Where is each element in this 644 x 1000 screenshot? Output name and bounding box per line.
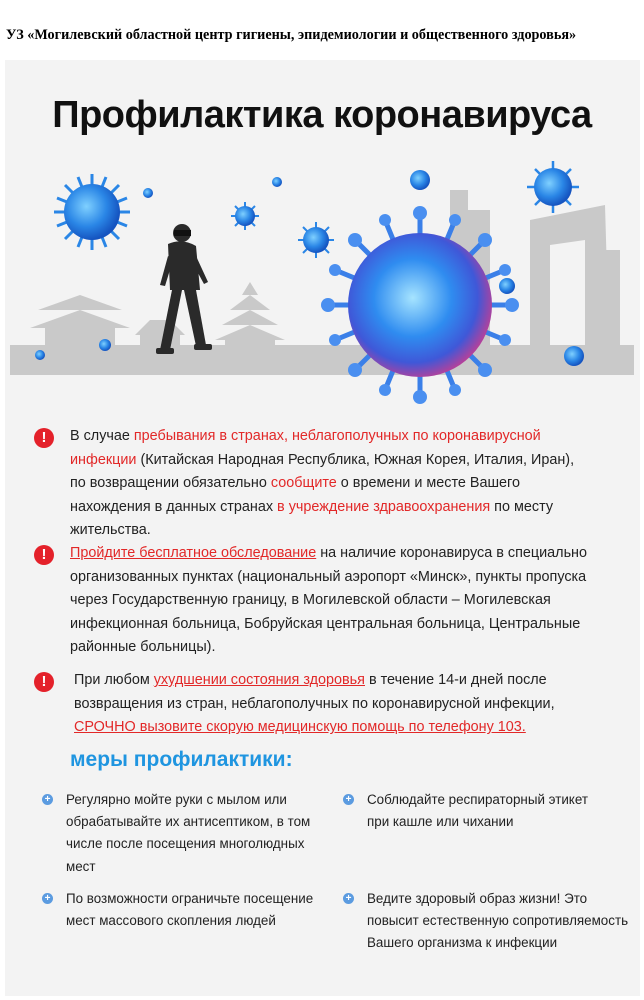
alert-line xyxy=(74,669,555,693)
virus-large xyxy=(321,206,519,404)
measure-line: мест массового скопления людей xyxy=(66,913,276,929)
plain-text: по месту xyxy=(490,498,554,515)
plus-bullet-icon: + xyxy=(42,893,53,904)
measure-text xyxy=(367,789,588,833)
alert-line xyxy=(70,425,574,449)
alert-line xyxy=(70,636,587,660)
plus-bullet-icon: + xyxy=(42,794,53,805)
exclamation-icon: ! xyxy=(34,428,54,448)
plain-text: организованных пунктах (национальный аэропорт «Минск», пункты пропуска xyxy=(70,568,587,585)
measure-line: числе после посещения многолюдных xyxy=(66,836,305,852)
virus-dot xyxy=(143,188,153,198)
alert-line xyxy=(70,613,587,637)
virus-small-3 xyxy=(298,222,334,258)
virus-small-2 xyxy=(231,202,259,230)
measure-item-respiratory xyxy=(345,789,588,833)
highlight-text: Пройдите бесплатное обследование xyxy=(70,545,317,561)
alert-line xyxy=(70,496,574,520)
plus-bullet-icon: + xyxy=(343,893,354,904)
highlight-text: ухудшении состояния здоровья xyxy=(153,672,365,688)
exclamation-icon: ! xyxy=(34,545,54,565)
plain-text: через Государственную границу, в Могилевской области – Могилевская xyxy=(70,592,551,609)
plain-text: о времени и месте Вашего xyxy=(336,475,520,492)
alert-line xyxy=(70,589,587,613)
virus-small-1 xyxy=(54,174,130,250)
alert-line xyxy=(74,693,555,717)
measure-line: мест xyxy=(66,858,96,874)
plain-text: на наличие коронавируса в специально xyxy=(316,545,588,561)
measure-line: Вашего организма к инфекции xyxy=(367,935,558,951)
plain-text: При любом xyxy=(74,672,154,688)
virus-dot xyxy=(272,177,282,187)
alert-line xyxy=(74,716,555,740)
coronavirus-illustration xyxy=(10,160,634,420)
virus-dot xyxy=(99,339,111,351)
alert-line xyxy=(70,566,587,590)
alert-text xyxy=(74,669,555,740)
plain-text: возвращения из стран, неблагополучных по коронавирусной инфекции, xyxy=(74,695,555,712)
plain-text: районные больницы). xyxy=(70,639,216,656)
organization-header: УЗ «Могилевский областной центр гигиены, эпидемиологии и общественного здоровья» xyxy=(6,27,577,43)
virus-dot xyxy=(499,278,515,294)
measure-item-handwashing xyxy=(44,789,311,878)
highlight-text: СРОЧНО вызовите скорую медицинскую помощь по телефону 103. xyxy=(74,719,526,736)
measure-line: Регулярно мойте руки с мылом или xyxy=(66,792,287,807)
measure-line: Ведите здоровый образ жизни! Это xyxy=(367,891,588,906)
highlight-text: в учреждение здравоохранения xyxy=(277,498,491,515)
plus-bullet-icon: + xyxy=(343,794,354,805)
measure-text xyxy=(367,888,628,955)
measure-line: По возможности ограничьте посещение xyxy=(66,891,314,906)
measure-item-healthy-life xyxy=(345,888,629,955)
plain-text: по возвращении обязательно xyxy=(70,475,271,492)
exclamation-icon: ! xyxy=(34,672,54,692)
plain-text: в течение 14-и дней после xyxy=(364,672,547,688)
highlight-text: сообщите xyxy=(270,475,337,492)
virus-dot xyxy=(410,170,430,190)
measure-line: Соблюдайте респираторный этикет xyxy=(367,792,588,807)
plain-text: нахождения в данных странах xyxy=(70,498,278,515)
measure-line: обрабатывайте их антисептиком, в том xyxy=(66,814,311,830)
alert-line xyxy=(70,472,574,496)
highlight-text: пребывания в странах, неблагополучных по коронавирусной xyxy=(133,428,541,444)
measure-text xyxy=(66,789,310,878)
alert-line xyxy=(70,542,587,566)
measure-line: повысит естественную сопротивляемость xyxy=(367,913,629,929)
alert-text xyxy=(70,425,574,543)
alert-line xyxy=(70,519,574,543)
measure-item-avoid-crowds xyxy=(44,888,314,932)
measure-line: при кашле или чихании xyxy=(367,814,514,830)
plain-text: инфекционная больница, Бобруйская центральная больница, Центральные xyxy=(70,615,581,632)
measure-text xyxy=(66,888,313,932)
highlight-text: инфекции xyxy=(70,451,137,468)
virus-small-4 xyxy=(527,161,579,213)
plain-text: жительства. xyxy=(70,522,151,539)
virus-dot xyxy=(35,350,45,360)
alert-line xyxy=(70,449,574,473)
plain-text: В случае xyxy=(70,428,134,444)
plain-text: (Китайская Народная Республика, Южная Корея, Италия, Иран), xyxy=(136,451,575,468)
poster-title: Профилактика коронавируса xyxy=(52,94,592,136)
virus-dot xyxy=(564,346,584,366)
measures-heading: меры профилактики: xyxy=(70,748,293,771)
alert-text xyxy=(70,542,587,660)
